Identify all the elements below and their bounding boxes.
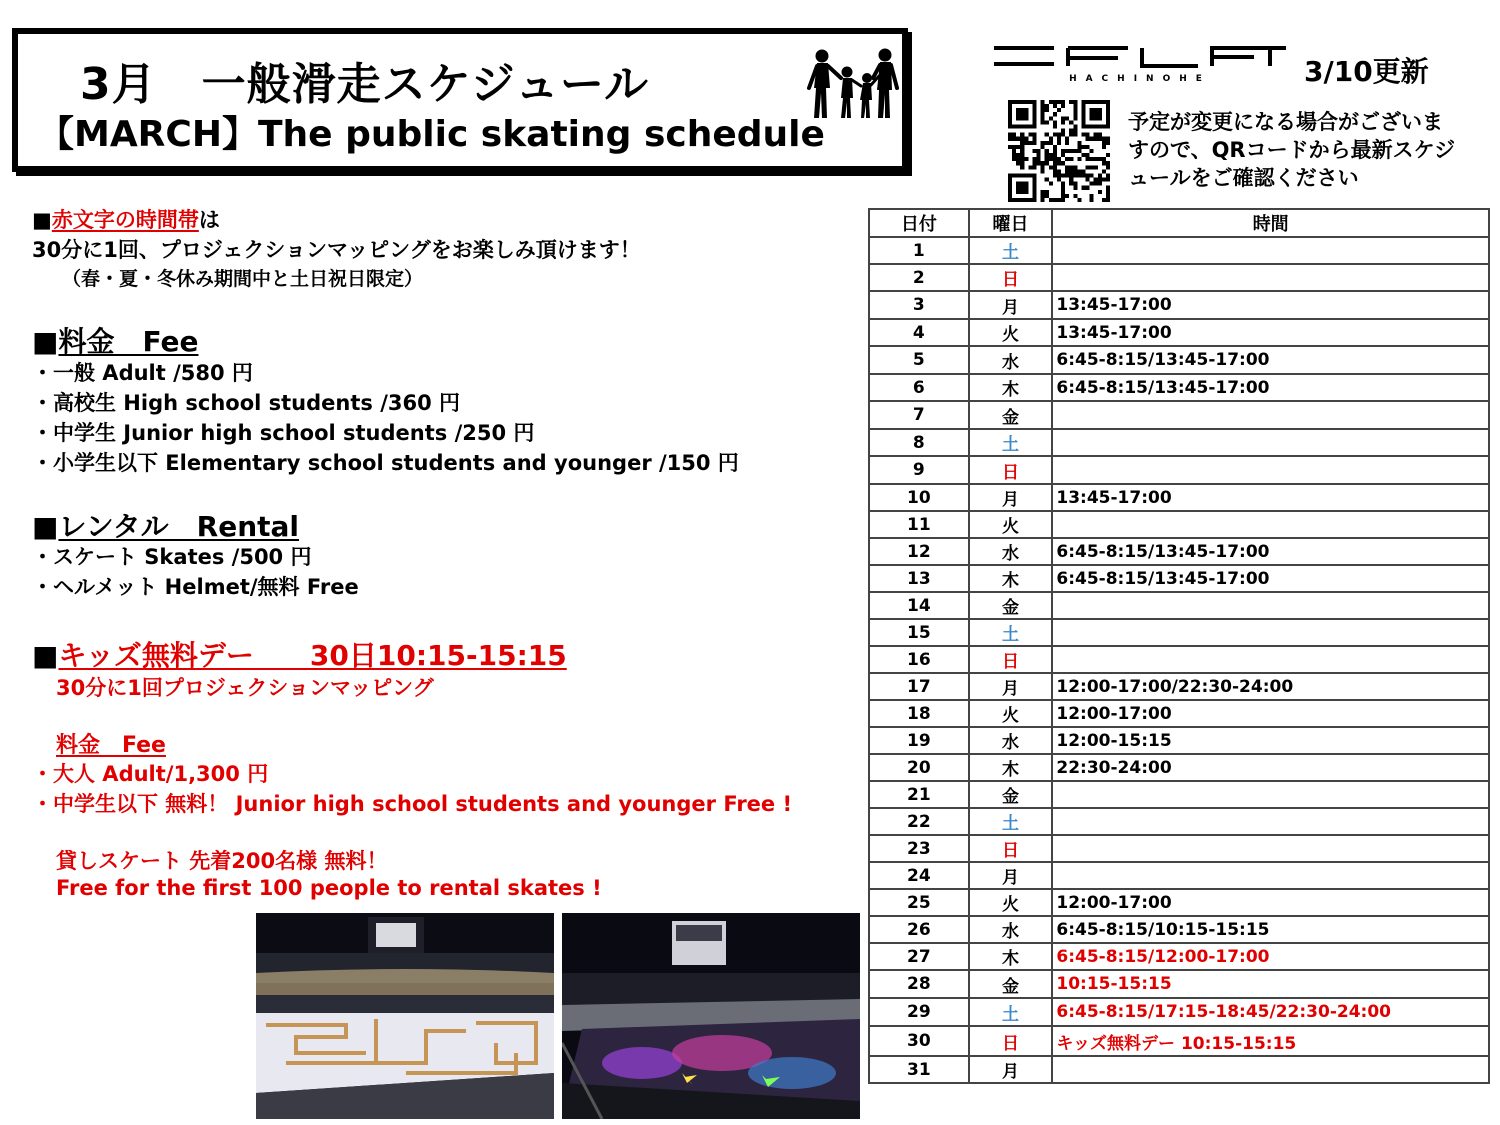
time-cell — [1052, 619, 1489, 646]
weekday-cell: 日 — [969, 456, 1053, 484]
rink-photo-stars — [562, 913, 860, 1119]
kids-rental-jp: 貸しスケート 先着200名様 無料！ — [56, 849, 388, 873]
day-cell: 2 — [869, 264, 969, 291]
weekday-cell: 金 — [969, 781, 1053, 808]
header-time: 時間 — [1052, 209, 1489, 237]
time-cell — [1052, 646, 1489, 673]
rental-item: ・スケート Skates /500 円 — [32, 545, 312, 569]
day-cell: 31 — [869, 1056, 969, 1083]
day-cell: 22 — [869, 808, 969, 835]
day-cell: 15 — [869, 619, 969, 646]
table-row — [869, 970, 1489, 998]
weekday-cell: 土 — [969, 429, 1053, 456]
table-row — [869, 727, 1489, 754]
fee-item: ・中学生 Junior high school students /250 円 — [32, 421, 535, 445]
table-row — [869, 916, 1489, 943]
table-row — [869, 619, 1489, 646]
table-row — [869, 646, 1489, 673]
day-cell: 26 — [869, 916, 969, 943]
day-cell: 1 — [869, 237, 969, 264]
time-cell: 6:45-8:15/13:45-17:00 — [1052, 374, 1489, 401]
kids-fee-item: ・中学生以下 無料！ Junior high school students and younger Free ! — [32, 792, 793, 816]
fee-heading — [32, 320, 198, 360]
time-cell — [1052, 237, 1489, 264]
time-cell — [1052, 456, 1489, 484]
table-row — [869, 401, 1489, 429]
time-cell: 12:00-17:00/22:30-24:00 — [1052, 673, 1489, 700]
kids-fee-heading: 料金 Fee — [56, 733, 166, 758]
table-row — [869, 700, 1489, 727]
kids-day-heading-text: キッズ無料デー 30日10:15-15:15 — [58, 639, 567, 672]
day-cell: 20 — [869, 754, 969, 781]
table-row — [869, 889, 1489, 916]
time-cell — [1052, 401, 1489, 429]
projection-line3: （春・夏・冬休み期間中と土日祝日限定） — [62, 268, 424, 290]
day-cell: 17 — [869, 673, 969, 700]
qr-code-icon[interactable] — [1008, 100, 1110, 202]
bullet: ■ — [32, 325, 59, 358]
weekday-cell: 水 — [969, 916, 1053, 943]
time-cell — [1052, 781, 1489, 808]
day-cell: 3 — [869, 291, 969, 319]
table-row — [869, 862, 1489, 889]
weekday-cell: 木 — [969, 374, 1053, 401]
day-cell: 12 — [869, 538, 969, 565]
day-cell: 21 — [869, 781, 969, 808]
bullet: ■ — [32, 510, 59, 543]
table-row — [869, 456, 1489, 484]
time-cell — [1052, 592, 1489, 619]
rental-heading — [32, 505, 299, 545]
red-time-note: 赤文字の時間帯 — [51, 208, 199, 232]
projection-line2: 30分に1回、プロジェクションマッピングをお楽しみ頂けます！ — [32, 238, 641, 262]
weekday-cell: 土 — [969, 237, 1053, 264]
table-row — [869, 592, 1489, 619]
day-cell: 10 — [869, 484, 969, 511]
day-cell: 16 — [869, 646, 969, 673]
day-cell: 6 — [869, 374, 969, 401]
time-cell — [1052, 1056, 1489, 1083]
time-cell — [1052, 429, 1489, 456]
weekday-cell: 木 — [969, 565, 1053, 592]
weekday-cell: 火 — [969, 319, 1053, 346]
projection-suffix: は — [198, 208, 220, 232]
day-cell: 9 — [869, 456, 969, 484]
weekday-cell: 金 — [969, 401, 1053, 429]
time-cell: 12:00-17:00 — [1052, 700, 1489, 727]
weekday-cell: 日 — [969, 646, 1053, 673]
weekday-cell: 水 — [969, 538, 1053, 565]
time-cell: 6:45-8:15/13:45-17:00 — [1052, 346, 1489, 374]
schedule-table — [868, 208, 1490, 1084]
day-cell: 8 — [869, 429, 969, 456]
weekday-cell: 土 — [969, 619, 1053, 646]
bullet: ■ — [32, 639, 59, 672]
schedule-change-notice: 予定が変更になる場合がございますので、QRコードから最新スケジュールをご確認ください — [1128, 110, 1456, 190]
table-row — [869, 264, 1489, 291]
weekday-cell: 水 — [969, 346, 1053, 374]
table-row — [869, 374, 1489, 401]
time-cell — [1052, 862, 1489, 889]
table-row — [869, 835, 1489, 862]
table-row — [869, 998, 1489, 1026]
day-cell: 4 — [869, 319, 969, 346]
time-cell: 6:45-8:15/13:45-17:00 — [1052, 565, 1489, 592]
day-cell: 7 — [869, 401, 969, 429]
weekday-cell: 火 — [969, 511, 1053, 538]
time-cell — [1052, 264, 1489, 291]
fee-heading-text: 料金 Fee — [58, 325, 199, 358]
table-row — [869, 754, 1489, 781]
weekday-cell: 土 — [969, 808, 1053, 835]
header-date: 日付 — [869, 209, 969, 237]
table-row — [869, 673, 1489, 700]
table-row — [869, 808, 1489, 835]
time-cell: 13:45-17:00 — [1052, 319, 1489, 346]
rink-photo-maze — [256, 913, 554, 1119]
table-row — [869, 237, 1489, 264]
table-row — [869, 484, 1489, 511]
time-cell: 6:45-8:15/10:15-15:15 — [1052, 916, 1489, 943]
weekday-cell: 日 — [969, 835, 1053, 862]
time-cell — [1052, 511, 1489, 538]
weekday-cell: 月 — [969, 862, 1053, 889]
table-row — [869, 1056, 1489, 1083]
day-cell: 5 — [869, 346, 969, 374]
flat-hachinohe-logo — [992, 44, 1288, 84]
fee-item: ・一般 Adult /580 円 — [32, 361, 253, 385]
table-row — [869, 538, 1489, 565]
time-cell: 12:00-17:00 — [1052, 889, 1489, 916]
table-row — [869, 565, 1489, 592]
rental-item: ・ヘルメット Helmet/無料 Free — [32, 575, 359, 599]
time-cell — [1052, 808, 1489, 835]
bullet: ■ — [32, 208, 52, 232]
table-row — [869, 511, 1489, 538]
title-english: 【MARCH】The public skating schedule — [38, 114, 825, 155]
family-silhouette-icon — [805, 48, 901, 120]
weekday-cell: 日 — [969, 264, 1053, 291]
time-cell: キッズ無料デー 10:15-15:15 — [1052, 1026, 1489, 1056]
kids-day-heading — [32, 634, 567, 674]
update-date: 3/10更新 — [1304, 55, 1429, 88]
kids-projection-line: 30分に1回プロジェクションマッピング — [56, 676, 434, 700]
weekday-cell: 日 — [969, 1026, 1053, 1056]
table-row — [869, 319, 1489, 346]
weekday-cell: 木 — [969, 943, 1053, 970]
weekday-cell: 金 — [969, 592, 1053, 619]
time-cell — [1052, 835, 1489, 862]
weekday-cell: 火 — [969, 700, 1053, 727]
fee-item: ・高校生 High school students /360 円 — [32, 391, 461, 415]
logo-subtitle: HACHINOHE — [1069, 74, 1211, 84]
day-cell: 13 — [869, 565, 969, 592]
time-cell: 6:45-8:15/13:45-17:00 — [1052, 538, 1489, 565]
day-cell: 28 — [869, 970, 969, 998]
weekday-cell: 水 — [969, 727, 1053, 754]
table-row — [869, 291, 1489, 319]
time-cell: 13:45-17:00 — [1052, 484, 1489, 511]
rental-heading-text: レンタル Rental — [58, 510, 300, 543]
time-cell: 13:45-17:00 — [1052, 291, 1489, 319]
kids-rental-en: Free for the first 100 people to rental skates ! — [56, 876, 602, 900]
day-cell: 24 — [869, 862, 969, 889]
day-cell: 18 — [869, 700, 969, 727]
time-cell: 10:15-15:15 — [1052, 970, 1489, 998]
table-row — [869, 1026, 1489, 1056]
weekday-cell: 火 — [969, 889, 1053, 916]
fee-item: ・小学生以下 Elementary school students and younger /150 円 — [32, 451, 739, 475]
table-row — [869, 943, 1489, 970]
day-cell: 23 — [869, 835, 969, 862]
weekday-cell: 月 — [969, 673, 1053, 700]
header-weekday: 曜日 — [969, 209, 1053, 237]
day-cell: 11 — [869, 511, 969, 538]
day-cell: 30 — [869, 1026, 969, 1056]
weekday-cell: 土 — [969, 998, 1053, 1026]
day-cell: 25 — [869, 889, 969, 916]
time-cell: 12:00-15:15 — [1052, 727, 1489, 754]
table-row — [869, 781, 1489, 808]
weekday-cell: 金 — [969, 970, 1053, 998]
time-cell: 6:45-8:15/17:15-18:45/22:30-24:00 — [1052, 998, 1489, 1026]
weekday-cell: 月 — [969, 1056, 1053, 1083]
weekday-cell: 月 — [969, 291, 1053, 319]
title-japanese: 3月 一般滑走スケジュール — [80, 59, 649, 110]
day-cell: 19 — [869, 727, 969, 754]
time-cell: 22:30-24:00 — [1052, 754, 1489, 781]
kids-fee-item: ・大人 Adult/1,300 円 — [32, 762, 269, 786]
table-header-row — [869, 209, 1489, 237]
table-row — [869, 429, 1489, 456]
day-cell: 14 — [869, 592, 969, 619]
weekday-cell: 木 — [969, 754, 1053, 781]
day-cell: 27 — [869, 943, 969, 970]
projection-note — [32, 204, 220, 234]
table-row — [869, 346, 1489, 374]
day-cell: 29 — [869, 998, 969, 1026]
weekday-cell: 月 — [969, 484, 1053, 511]
time-cell: 6:45-8:15/12:00-17:00 — [1052, 943, 1489, 970]
